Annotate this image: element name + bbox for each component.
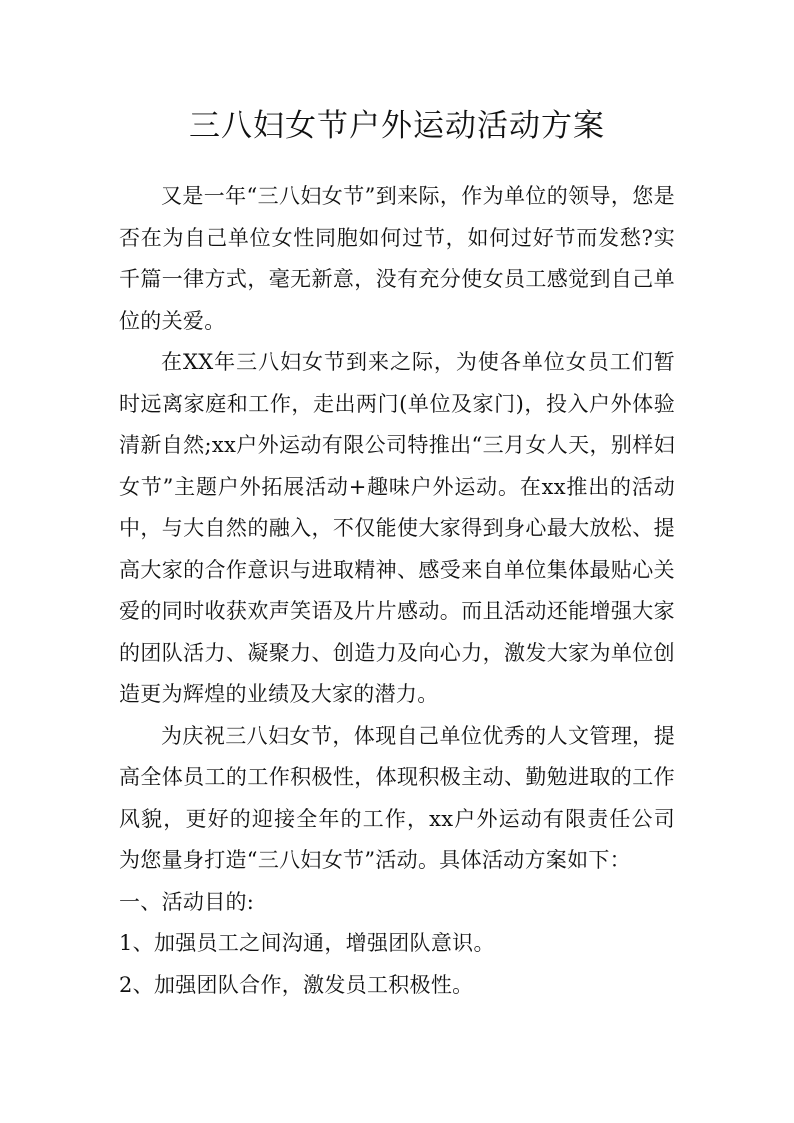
document-body: [119, 176, 675, 1006]
document-title: 三八妇女节户外运动活动方案: [189, 108, 605, 144]
paragraph-intro: 又是一年“三八妇女节”到来际，作为单位的领导，您是否在为自己单位女性同胞如何过节，如何过好节而发愁?实千篇一律方式，毫无新意，没有充分使女员工感觉到自己单位的关爱。: [119, 184, 675, 333]
paragraph-background: 在XX年三八妇女节到来之际，为使各单位女员工们暂时远离家庭和工作，走出两门(单位及家门)，投入户外体验清新自然;xx户外运动有限公司特推出“三月女人天，别样妇女节”主题户外拓展活动+趣味户外运动。在xx推出的活动中，与大自然的融入，不仅能使大家得到身心最大放松、提高大家的合作意识与进取精神、感受来自单位集体最贴心关爱的同时收获欢声笑语及片片感动。而且活动还能增强大家的团队活力、凝聚力、创造力及向心力，激发大家为单位创造更为辉煌的业绩及大家的潜力。: [119, 350, 675, 706]
list-item: 1、加强员工之间沟通，增强团队意识。: [119, 931, 495, 955]
paragraph-purpose: 为庆祝三八妇女节，体现自己单位优秀的人文管理，提高全体员工的工作积极性，体现积极主动、勤勉进取的工作风貌，更好的迎接全年的工作，xx户外运动有限责任公司为您量身打造“三八妇女节”活动。具体活动方案如下：: [119, 723, 675, 872]
list-item: 2、加强团队合作，激发员工积极性。: [119, 972, 474, 997]
section-heading: 一、活动目的:: [119, 889, 255, 914]
